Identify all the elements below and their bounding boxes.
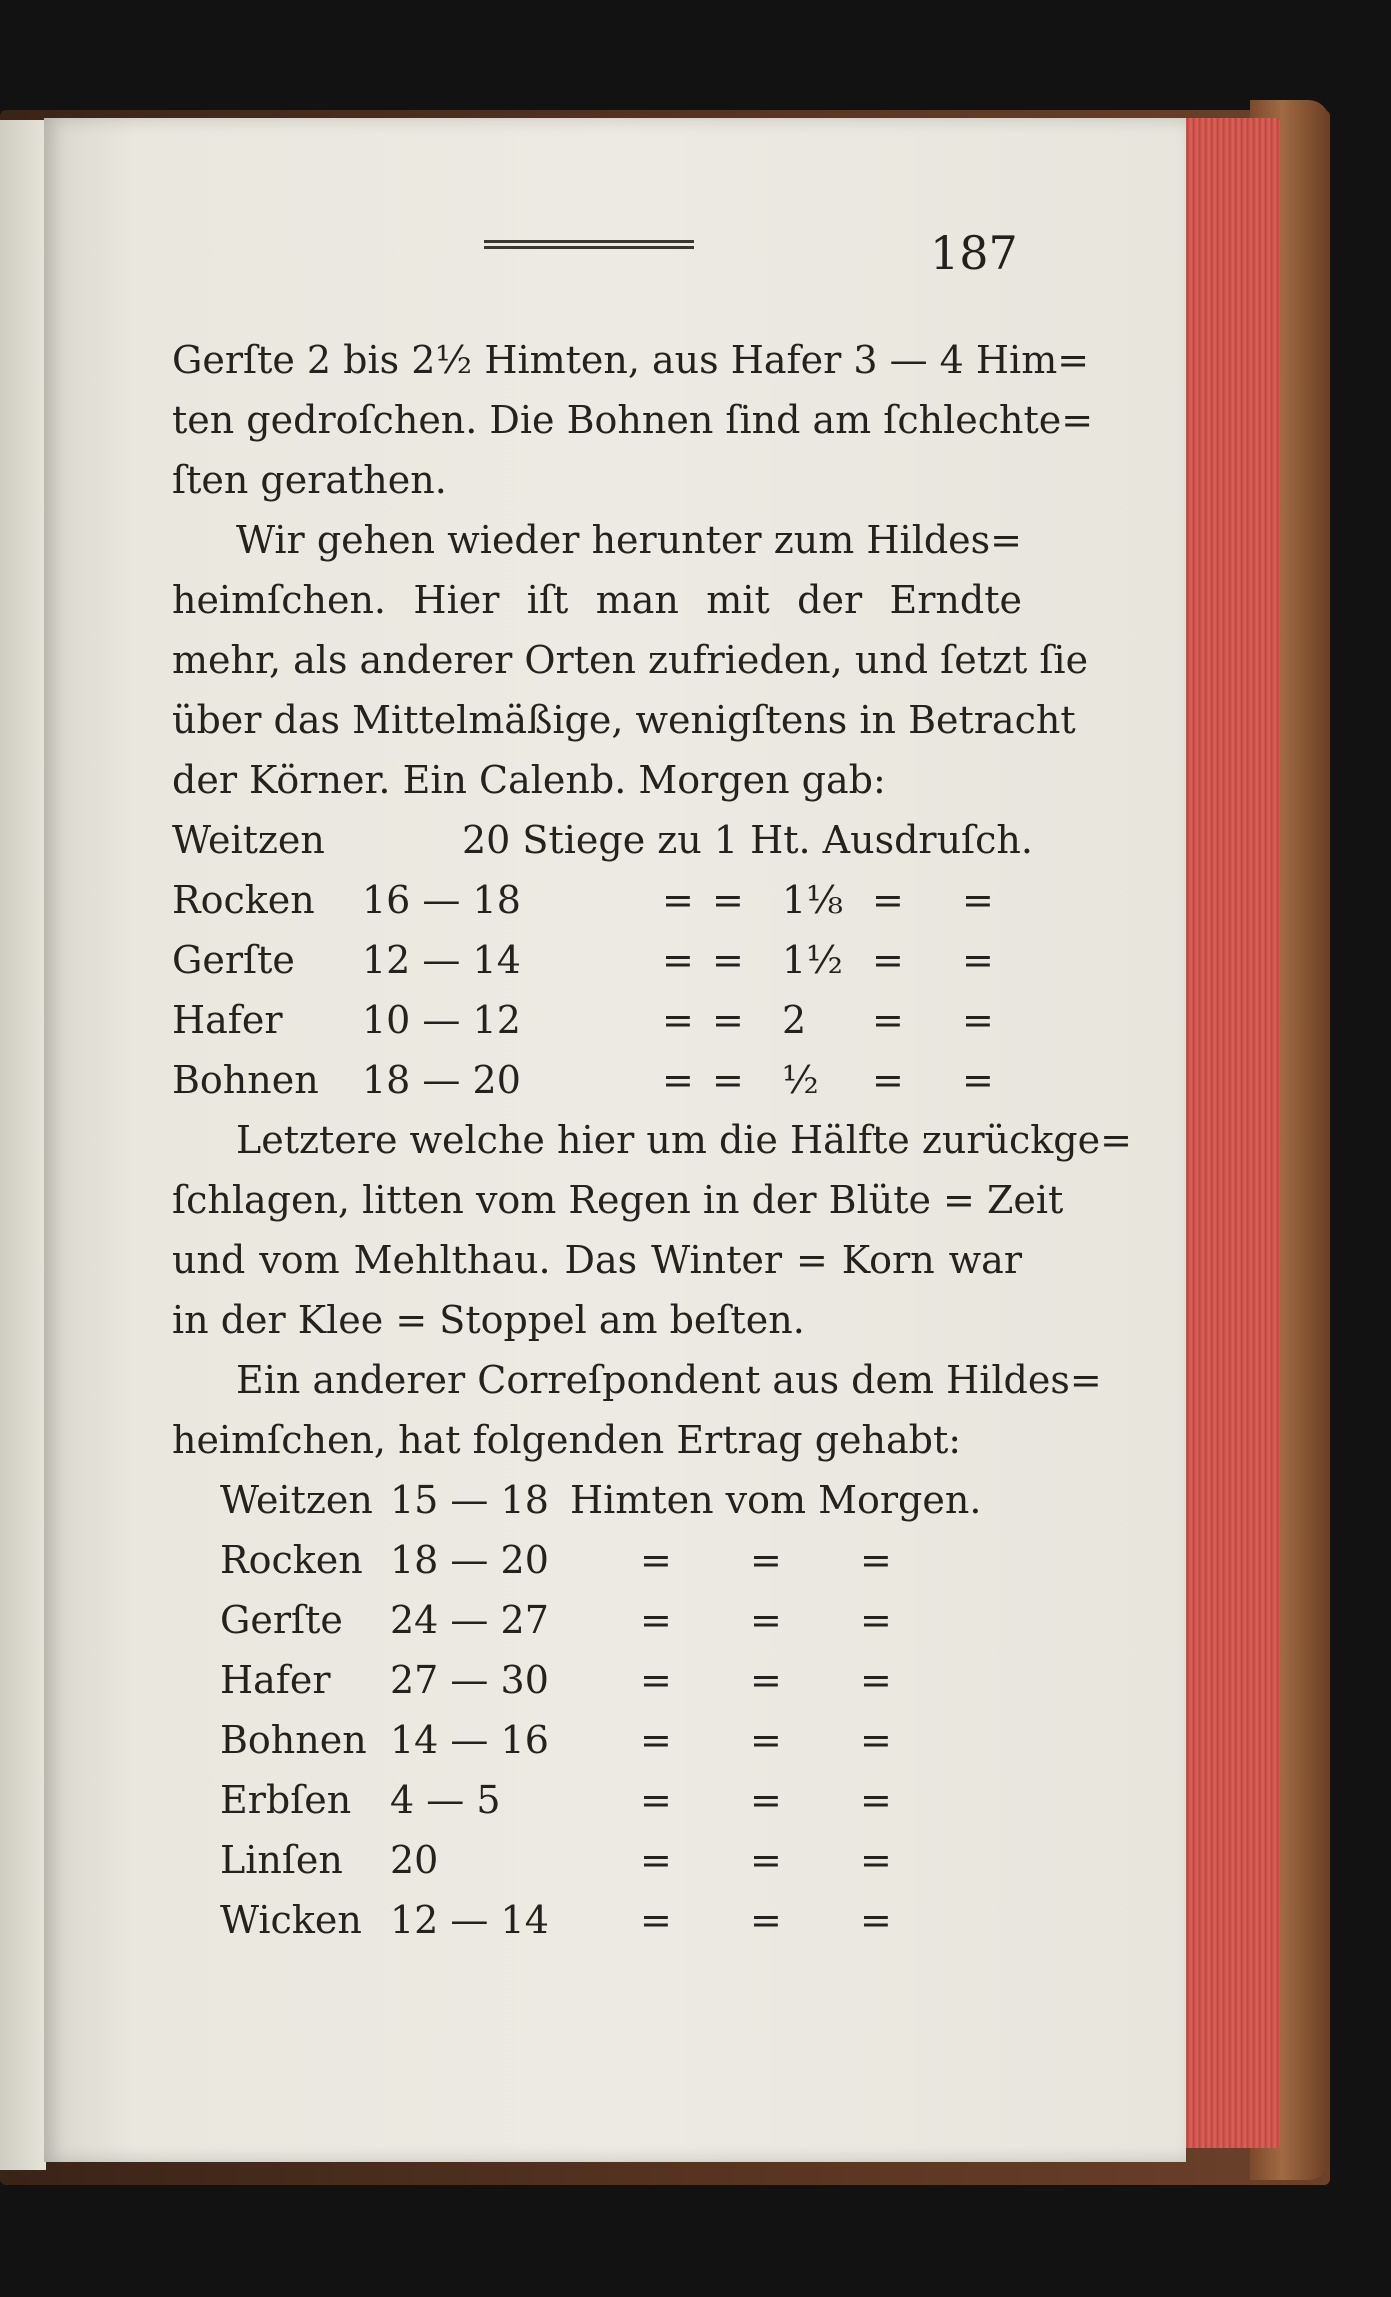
range-value: 18 — 20: [390, 1538, 549, 1582]
table-row: [172, 1770, 1022, 1830]
ditto-mark: =: [640, 1658, 672, 1702]
crop-name: Rocken: [172, 878, 315, 922]
ditto-mark: =: [872, 998, 904, 1042]
rate-value: 1⅛: [782, 878, 844, 922]
table-row: [172, 1050, 1022, 1110]
table-row: [172, 1530, 1022, 1590]
ditto-mark: =: [640, 1898, 672, 1942]
ditto-mark: =: [860, 1778, 892, 1822]
paragraph-1: [172, 330, 1094, 510]
ditto-mark: =: [872, 938, 904, 982]
text-line: und vom Mehlthau. Das Winter = Korn war: [172, 1238, 1022, 1282]
text-line: heimſchen, hat folgenden Ertrag gehabt:: [172, 1418, 962, 1462]
table-row: [172, 1650, 1022, 1710]
ditto-mark: =: [860, 1838, 892, 1882]
range-value: 16 — 18: [362, 878, 521, 922]
red-page-edges: [1176, 118, 1280, 2148]
facing-page-edge: [0, 120, 46, 2170]
range-value: 20: [390, 1838, 439, 1882]
ditto-mark: =: [750, 1718, 782, 1762]
text-line: ſchlagen, litten vom Regen in der Blüte = Zeit: [172, 1178, 1064, 1222]
range-value: 12 — 14: [390, 1898, 549, 1942]
table-row: [172, 1590, 1022, 1650]
ditto-mark: =: [712, 938, 744, 982]
crop-name: Bohnen: [172, 1058, 319, 1102]
paragraph-4: [172, 1350, 1102, 1470]
paragraph-3: [172, 1110, 1132, 1350]
table-row: [172, 1710, 1022, 1770]
table-row: [172, 810, 1033, 870]
unit-text: Himten vom Morgen.: [570, 1478, 982, 1522]
ditto-mark: =: [860, 1718, 892, 1762]
range-value: 18 — 20: [362, 1058, 521, 1102]
ditto-mark: =: [640, 1718, 672, 1762]
text-line: Wir gehen wieder herunter zum Hildes=: [236, 518, 1022, 562]
range-value: 10 — 12: [362, 998, 521, 1042]
ditto-mark: =: [750, 1658, 782, 1702]
ditto-mark: =: [750, 1838, 782, 1882]
table-row: [172, 1470, 1022, 1530]
ditto-mark: =: [640, 1838, 672, 1882]
range-value: 4 — 5: [390, 1778, 501, 1822]
ditto-mark: =: [962, 1058, 994, 1102]
crop-name: Hafer: [172, 998, 283, 1042]
text-line: Ein anderer Correſpondent aus dem Hildes=: [236, 1358, 1102, 1402]
crop-name: Gerſte: [172, 938, 295, 982]
crop-name: Rocken: [220, 1538, 363, 1582]
yield-text: 20 Stiege zu 1 Ht. Ausdruſch.: [462, 818, 1033, 862]
crop-name: Weitzen: [172, 818, 325, 862]
ditto-mark: =: [640, 1778, 672, 1822]
ditto-mark: =: [860, 1598, 892, 1642]
paragraph-2: [172, 510, 1089, 810]
ditto-mark: =: [712, 998, 744, 1042]
crop-name: Linſen: [220, 1838, 343, 1882]
range-value: 15 — 18: [390, 1478, 549, 1522]
ditto-mark: =: [662, 878, 694, 922]
ditto-mark: =: [662, 1058, 694, 1102]
table-row: [172, 1830, 1022, 1890]
crop-name: Bohnen: [220, 1718, 367, 1762]
range-value: 24 — 27: [390, 1598, 549, 1642]
crop-name: Hafer: [220, 1658, 331, 1702]
crop-name: Weitzen: [220, 1478, 373, 1522]
crop-name: Wicken: [220, 1898, 362, 1942]
page-number: 187: [930, 226, 1018, 280]
table-row: [172, 930, 1022, 990]
ditto-mark: =: [872, 1058, 904, 1102]
ditto-mark: =: [750, 1778, 782, 1822]
text-line: mehr, als anderer Orten zufrieden, und ſetzt ſie: [172, 638, 1089, 682]
text-line: heimſchen. Hier iſt man mit der Erndte: [172, 578, 1022, 622]
ditto-mark: =: [962, 998, 994, 1042]
rate-value: 1½: [782, 938, 844, 982]
rate-value: 2: [782, 998, 807, 1042]
table-row: [172, 870, 1022, 930]
range-value: 27 — 30: [390, 1658, 549, 1702]
text-line: Gerſte 2 bis 2½ Himten, aus Hafer 3 — 4 Him=: [172, 338, 1090, 382]
ditto-mark: =: [860, 1538, 892, 1582]
ditto-mark: =: [712, 1058, 744, 1102]
table-row: [172, 990, 1022, 1050]
ditto-mark: =: [750, 1598, 782, 1642]
ditto-mark: =: [750, 1538, 782, 1582]
text-line: der Körner. Ein Calenb. Morgen gab:: [172, 758, 886, 802]
crop-name: Gerſte: [220, 1598, 343, 1642]
ditto-mark: =: [962, 878, 994, 922]
ditto-mark: =: [962, 938, 994, 982]
yield-table-2: [172, 1470, 1022, 1950]
page-text: [172, 330, 1132, 1950]
ditto-mark: =: [662, 998, 694, 1042]
ditto-mark: =: [872, 878, 904, 922]
yield-table-1: [172, 810, 1033, 1110]
ditto-mark: =: [640, 1538, 672, 1582]
text-line: ten gedroſchen. Die Bohnen ſind am ſchlechte=: [172, 398, 1094, 442]
rate-value: ½: [782, 1058, 819, 1102]
text-line: ſten gerathen.: [172, 458, 447, 502]
text-line: Letztere welche hier um die Hälfte zurückge=: [236, 1118, 1132, 1162]
ditto-mark: =: [662, 938, 694, 982]
range-value: 14 — 16: [390, 1718, 549, 1762]
ditto-mark: =: [640, 1598, 672, 1642]
ditto-mark: =: [860, 1898, 892, 1942]
range-value: 12 — 14: [362, 938, 521, 982]
header-rule: [484, 240, 694, 254]
text-line: über das Mittelmäßige, wenigſtens in Betracht: [172, 698, 1076, 742]
ditto-mark: =: [712, 878, 744, 922]
ditto-mark: =: [860, 1658, 892, 1702]
ditto-mark: =: [750, 1898, 782, 1942]
text-line: in der Klee = Stoppel am beſten.: [172, 1298, 805, 1342]
table-row: [172, 1890, 1022, 1950]
crop-name: Erbſen: [220, 1778, 352, 1822]
